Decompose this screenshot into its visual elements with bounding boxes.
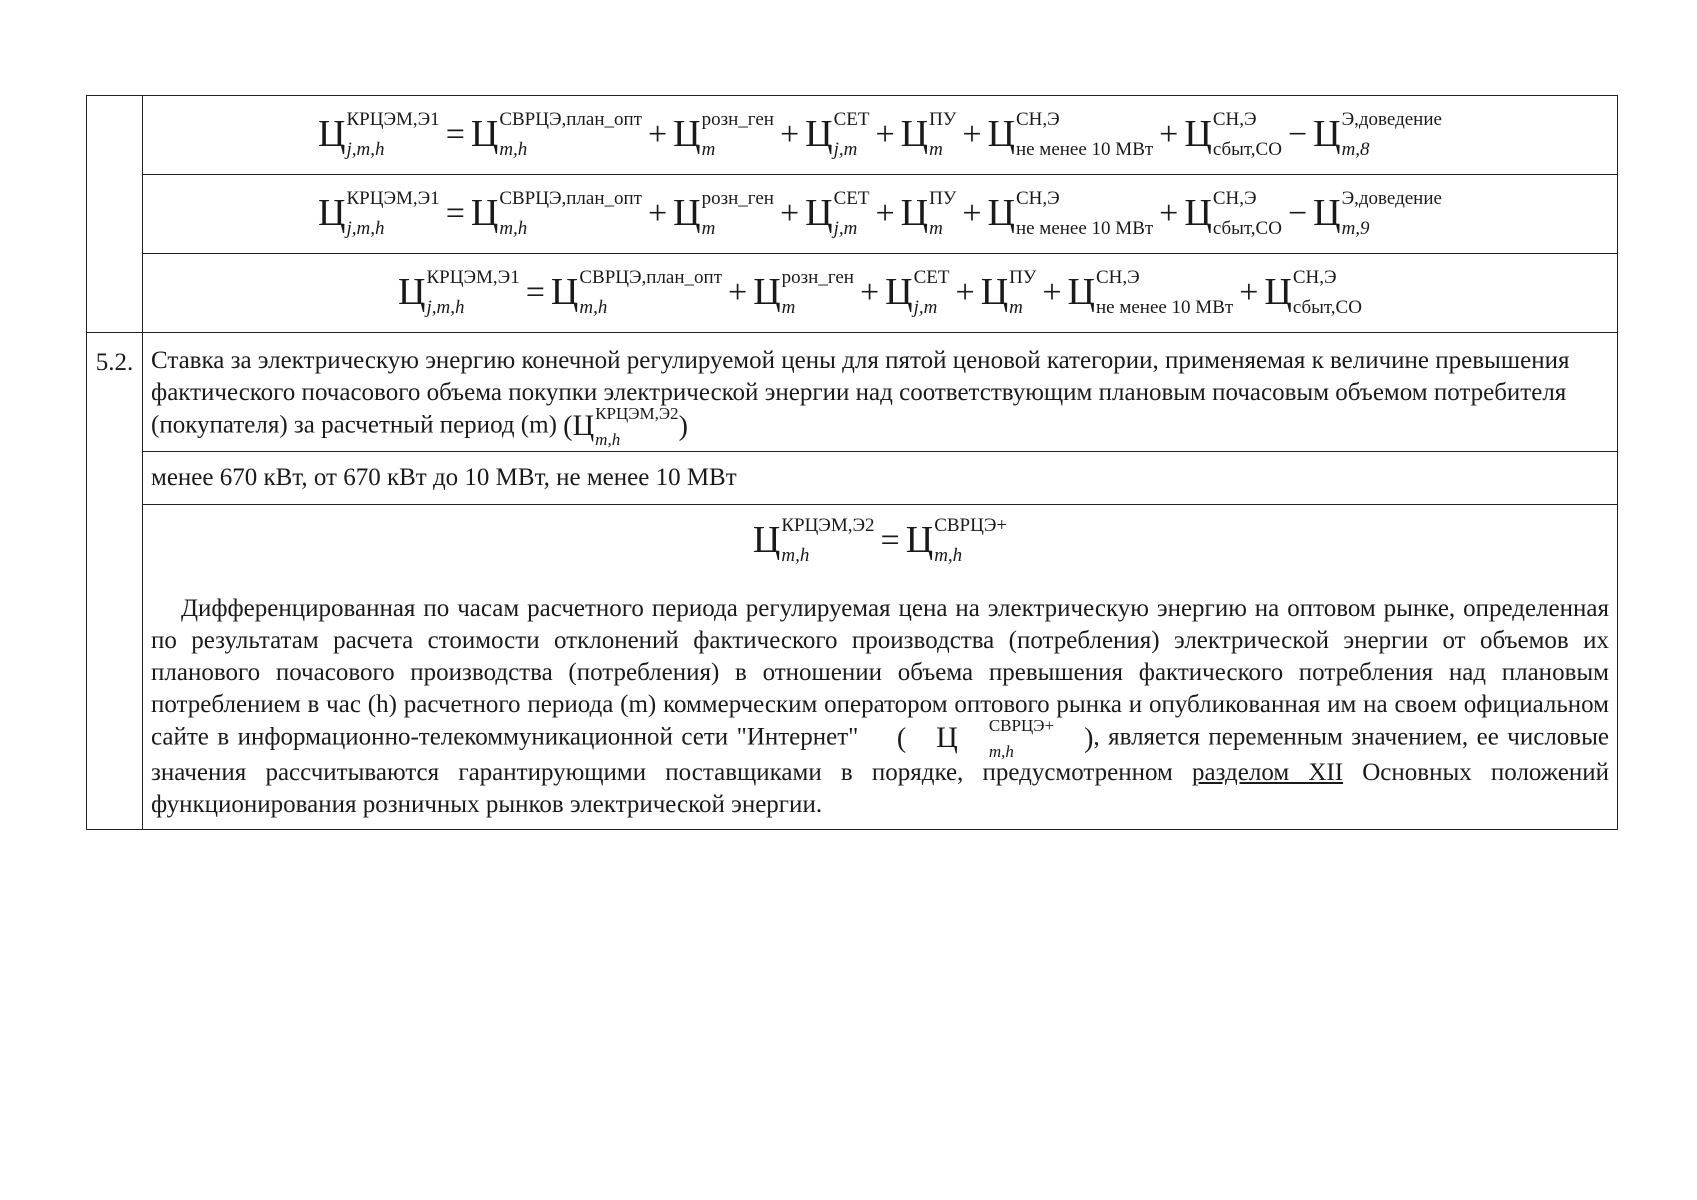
symbol-superscript: розн_ген [701,188,774,209]
operator: − [1287,116,1308,153]
symbol-base: Ц [900,192,929,234]
symbol-superscript: КРЦЭМ,Э2 [595,404,679,423]
symbol-base: Ц [805,192,833,234]
price-symbol [1067,267,1234,318]
ranges-row [87,452,1618,505]
equals-sign: = [445,195,465,232]
price-symbol [987,188,1154,239]
description-paragraph [151,593,1609,821]
operator: + [647,116,668,153]
symbol-superscript: СН,Э [1212,188,1257,209]
price-symbol [1313,188,1442,239]
symbol-base: Ц [900,113,929,155]
symbol-scripts [1341,188,1442,239]
symbol-base: Ц [1313,113,1341,155]
formula-row-2 [87,175,1618,254]
operator: + [1239,274,1259,311]
symbol-subscript: m,h [934,545,963,566]
heading-symbol [563,404,688,449]
price-symbol [1313,109,1442,160]
symbol-subscript: сбыт,СО [1212,218,1282,239]
price-symbol [905,515,1008,566]
symbol-subscript: m [701,218,716,239]
symbol-superscript: СЕТ [913,267,950,288]
symbol-superscript: СВРЦЭ,план_опт [579,267,722,288]
symbol-scripts [1015,109,1154,160]
price-symbol [398,267,520,318]
equals-sign: = [445,116,465,153]
price-symbol [753,267,854,318]
symbol-superscript: СЕТ [833,188,870,209]
symbol-subscript: j,m,h [346,139,385,160]
formula-row-1 [87,96,1618,175]
symbol-scripts [1009,267,1037,318]
formula-cell [143,96,1618,175]
symbol-superscript: Э,доведение [1341,188,1442,209]
formula [318,109,1442,160]
price-symbol [318,109,440,160]
section-xii-link[interactable]: разделом XII [1192,759,1344,786]
section-number: 5.2. [87,333,143,830]
price-symbol [885,267,950,318]
symbol-subscript: m,h [988,742,1014,761]
symbol-scripts [781,515,875,566]
section-heading [143,333,1618,452]
operator: + [728,274,748,311]
symbol-superscript: КРЦЭМ,Э2 [781,515,875,536]
symbol-base: Ц [318,192,346,234]
operator: − [1287,195,1308,232]
symbol-superscript: СВРЦЭ+ [934,515,1008,536]
symbol-scripts [929,109,957,160]
operator: + [779,116,800,153]
symbol-scripts [346,188,440,239]
symbol-base: Ц [905,519,934,561]
price-symbol [470,109,642,160]
description-cell [143,505,1618,830]
section-formula [752,515,1008,566]
symbol-base: Ц [1184,113,1212,155]
symbol-subscript: m,9 [1341,218,1370,239]
open-paren: ( [563,411,573,442]
symbol-subscript: не менее 10 МВт [1095,297,1234,318]
symbol-scripts [833,188,870,239]
paragraph-part2: , является переменным значением, ее числовые значения рассчитываются гарантирующими поставщиками в порядке, предусмотренном [151,723,1609,786]
operator: + [1159,195,1179,232]
symbol-superscript: СЕТ [833,109,870,130]
symbol-scripts [1015,188,1154,239]
operator: + [1042,274,1062,311]
symbol-base: Ц [470,113,499,155]
symbol-subscript: сбыт,СО [1292,297,1362,318]
price-symbol [572,404,679,449]
symbol-base: Ц [318,113,346,155]
formula [398,267,1362,318]
symbol-superscript: СН,Э [1292,267,1337,288]
price-symbol [980,267,1037,318]
symbol-base: Ц [398,271,426,313]
symbol-scripts [833,109,870,160]
symbol-subscript: m,h [781,545,810,566]
close-paren: ) [678,411,688,442]
ranges-cell: менее 670 кВт, от 670 кВт до 10 МВт, не менее 10 МВт [143,452,1618,505]
symbol-scripts [781,267,854,318]
symbol-subscript: j,m [833,139,858,160]
symbol-subscript: j,m [833,218,858,239]
heading-text: Ставка за электрическую энергию конечной регулируемой цены для пятой ценовой категории, применяемая к величине превышения фактического почасового объема покупки электрической энергии над соответствующим плановым почасовым объемом потребителя (покупателя) за расчетный период (m) [151,347,1570,439]
symbol-base: Ц [1264,271,1292,313]
symbol-base: Ц [980,271,1009,313]
symbol-superscript: розн_ген [701,109,774,130]
formula-cell [143,254,1618,333]
symbol-subscript: m [1009,297,1023,318]
symbol-base: Ц [987,192,1015,234]
price-symbol [318,188,440,239]
symbol-scripts [929,188,957,239]
symbol-scripts [1212,188,1282,239]
number-cell-empty [87,96,143,333]
symbol-base: Ц [753,271,781,313]
operator: + [859,274,880,311]
symbol-superscript: СВРЦЭ,план_опт [499,188,642,209]
price-symbol [673,188,774,239]
price-symbol [906,716,1055,761]
price-symbol [987,109,1154,160]
symbol-subscript: j,m [913,297,938,318]
close-paren: ) [1084,723,1094,754]
symbol-subscript: j,m,h [346,218,385,239]
symbol-base: Ц [885,271,913,313]
paragraph-part3: Основных положений функционирования розничных рынков электрической энергии. [151,759,1609,818]
operator: + [962,116,982,153]
symbol-subscript: m,8 [1341,139,1370,160]
symbol-subscript: j,m,h [426,297,465,318]
symbol-base: Ц [936,721,958,754]
symbol-base: Ц [1313,192,1341,234]
symbol-superscript: СВРЦЭ+ [988,716,1055,735]
symbol-scripts [1341,109,1442,160]
symbol-scripts [595,404,679,449]
price-symbol [900,188,957,239]
price-symbol [805,188,870,239]
symbol-base: Ц [805,113,833,155]
price-symbol [550,267,722,318]
symbol-superscript: Э,доведение [1341,109,1442,130]
symbol-scripts [1212,109,1282,160]
symbol-base: Ц [673,192,701,234]
equals-sign: = [525,274,545,311]
symbol-scripts [579,267,722,318]
operator: + [647,195,668,232]
symbol-superscript: СВРЦЭ,план_опт [499,109,642,130]
symbol-superscript: СН,Э [1015,109,1060,130]
symbol-scripts [701,109,774,160]
symbol-base: Ц [987,113,1015,155]
price-symbol [752,515,875,566]
symbol-superscript: СН,Э [1212,109,1257,130]
symbol-superscript: СН,Э [1015,188,1060,209]
symbol-superscript: розн_ген [781,267,854,288]
tariff-table [86,95,1618,830]
open-paren: ( [896,723,907,754]
symbol-subscript: m [701,139,716,160]
symbol-subscript: m [781,297,796,318]
symbol-base: Ц [572,409,595,442]
formula-cell [143,175,1618,254]
symbol-subscript: m,h [499,218,528,239]
price-symbol [1184,188,1282,239]
price-symbol [1264,267,1362,318]
symbol-subscript: не менее 10 МВт [1015,218,1154,239]
price-symbol [900,109,957,160]
symbol-superscript: ПУ [929,188,957,209]
equals-sign: = [880,522,900,559]
section-heading-row [87,333,1618,452]
symbol-scripts [701,188,774,239]
formula [318,188,1442,239]
symbol-superscript: СН,Э [1095,267,1140,288]
symbol-subscript: m,h [579,297,608,318]
symbol-scripts [934,515,1008,566]
description-row [87,505,1618,830]
symbol-base: Ц [1067,271,1095,313]
symbol-base: Ц [1184,192,1212,234]
symbol-superscript: КРЦЭМ,Э1 [346,109,440,130]
symbol-scripts [346,109,440,160]
symbol-scripts [499,109,642,160]
symbol-base: Ц [550,271,579,313]
operator: + [1159,116,1179,153]
operator: + [875,116,895,153]
symbol-scripts [1292,267,1362,318]
paragraph-symbol [867,716,1094,761]
symbol-scripts [426,267,520,318]
symbol-subscript: m [929,218,943,239]
operator: + [875,195,895,232]
symbol-base: Ц [752,519,781,561]
symbol-subscript: m [929,139,943,160]
formula-row-3 [87,254,1618,333]
symbol-subscript: m,h [499,139,528,160]
symbol-superscript: КРЦЭМ,Э1 [426,267,520,288]
symbol-subscript: сбыт,СО [1212,139,1282,160]
symbol-superscript: ПУ [1009,267,1037,288]
symbol-scripts [499,188,642,239]
symbol-base: Ц [470,192,499,234]
price-symbol [673,109,774,160]
symbol-subscript: не менее 10 МВт [1015,139,1154,160]
symbol-superscript: КРЦЭМ,Э1 [346,188,440,209]
paragraph-part1: Дифференцированная по часам расчетного периода регулируемая цена на электрическую энергию на оптовом рынке, определенная по результатам расчета стоимости отклонений фактического производства (потребления) электрической энергии от объемов их планового почасового производства (потребления) в отношении объема превышения фактического потребления над плановым потреблением в час (h) расчетного периода (m) коммерческим оператором оптового рынка и опубликованная им на своем официальном сайте в информационно-телекоммуникационной сети "Интернет" [151,595,1609,751]
price-symbol [1184,109,1282,160]
symbol-scripts [913,267,950,318]
operator: + [962,195,982,232]
symbol-scripts [959,716,1055,761]
symbol-scripts [1095,267,1234,318]
operator: + [955,274,975,311]
price-symbol [805,109,870,160]
symbol-subscript: m,h [595,430,621,449]
operator: + [779,195,800,232]
symbol-base: Ц [673,113,701,155]
price-symbol [470,188,642,239]
symbol-superscript: ПУ [929,109,957,130]
